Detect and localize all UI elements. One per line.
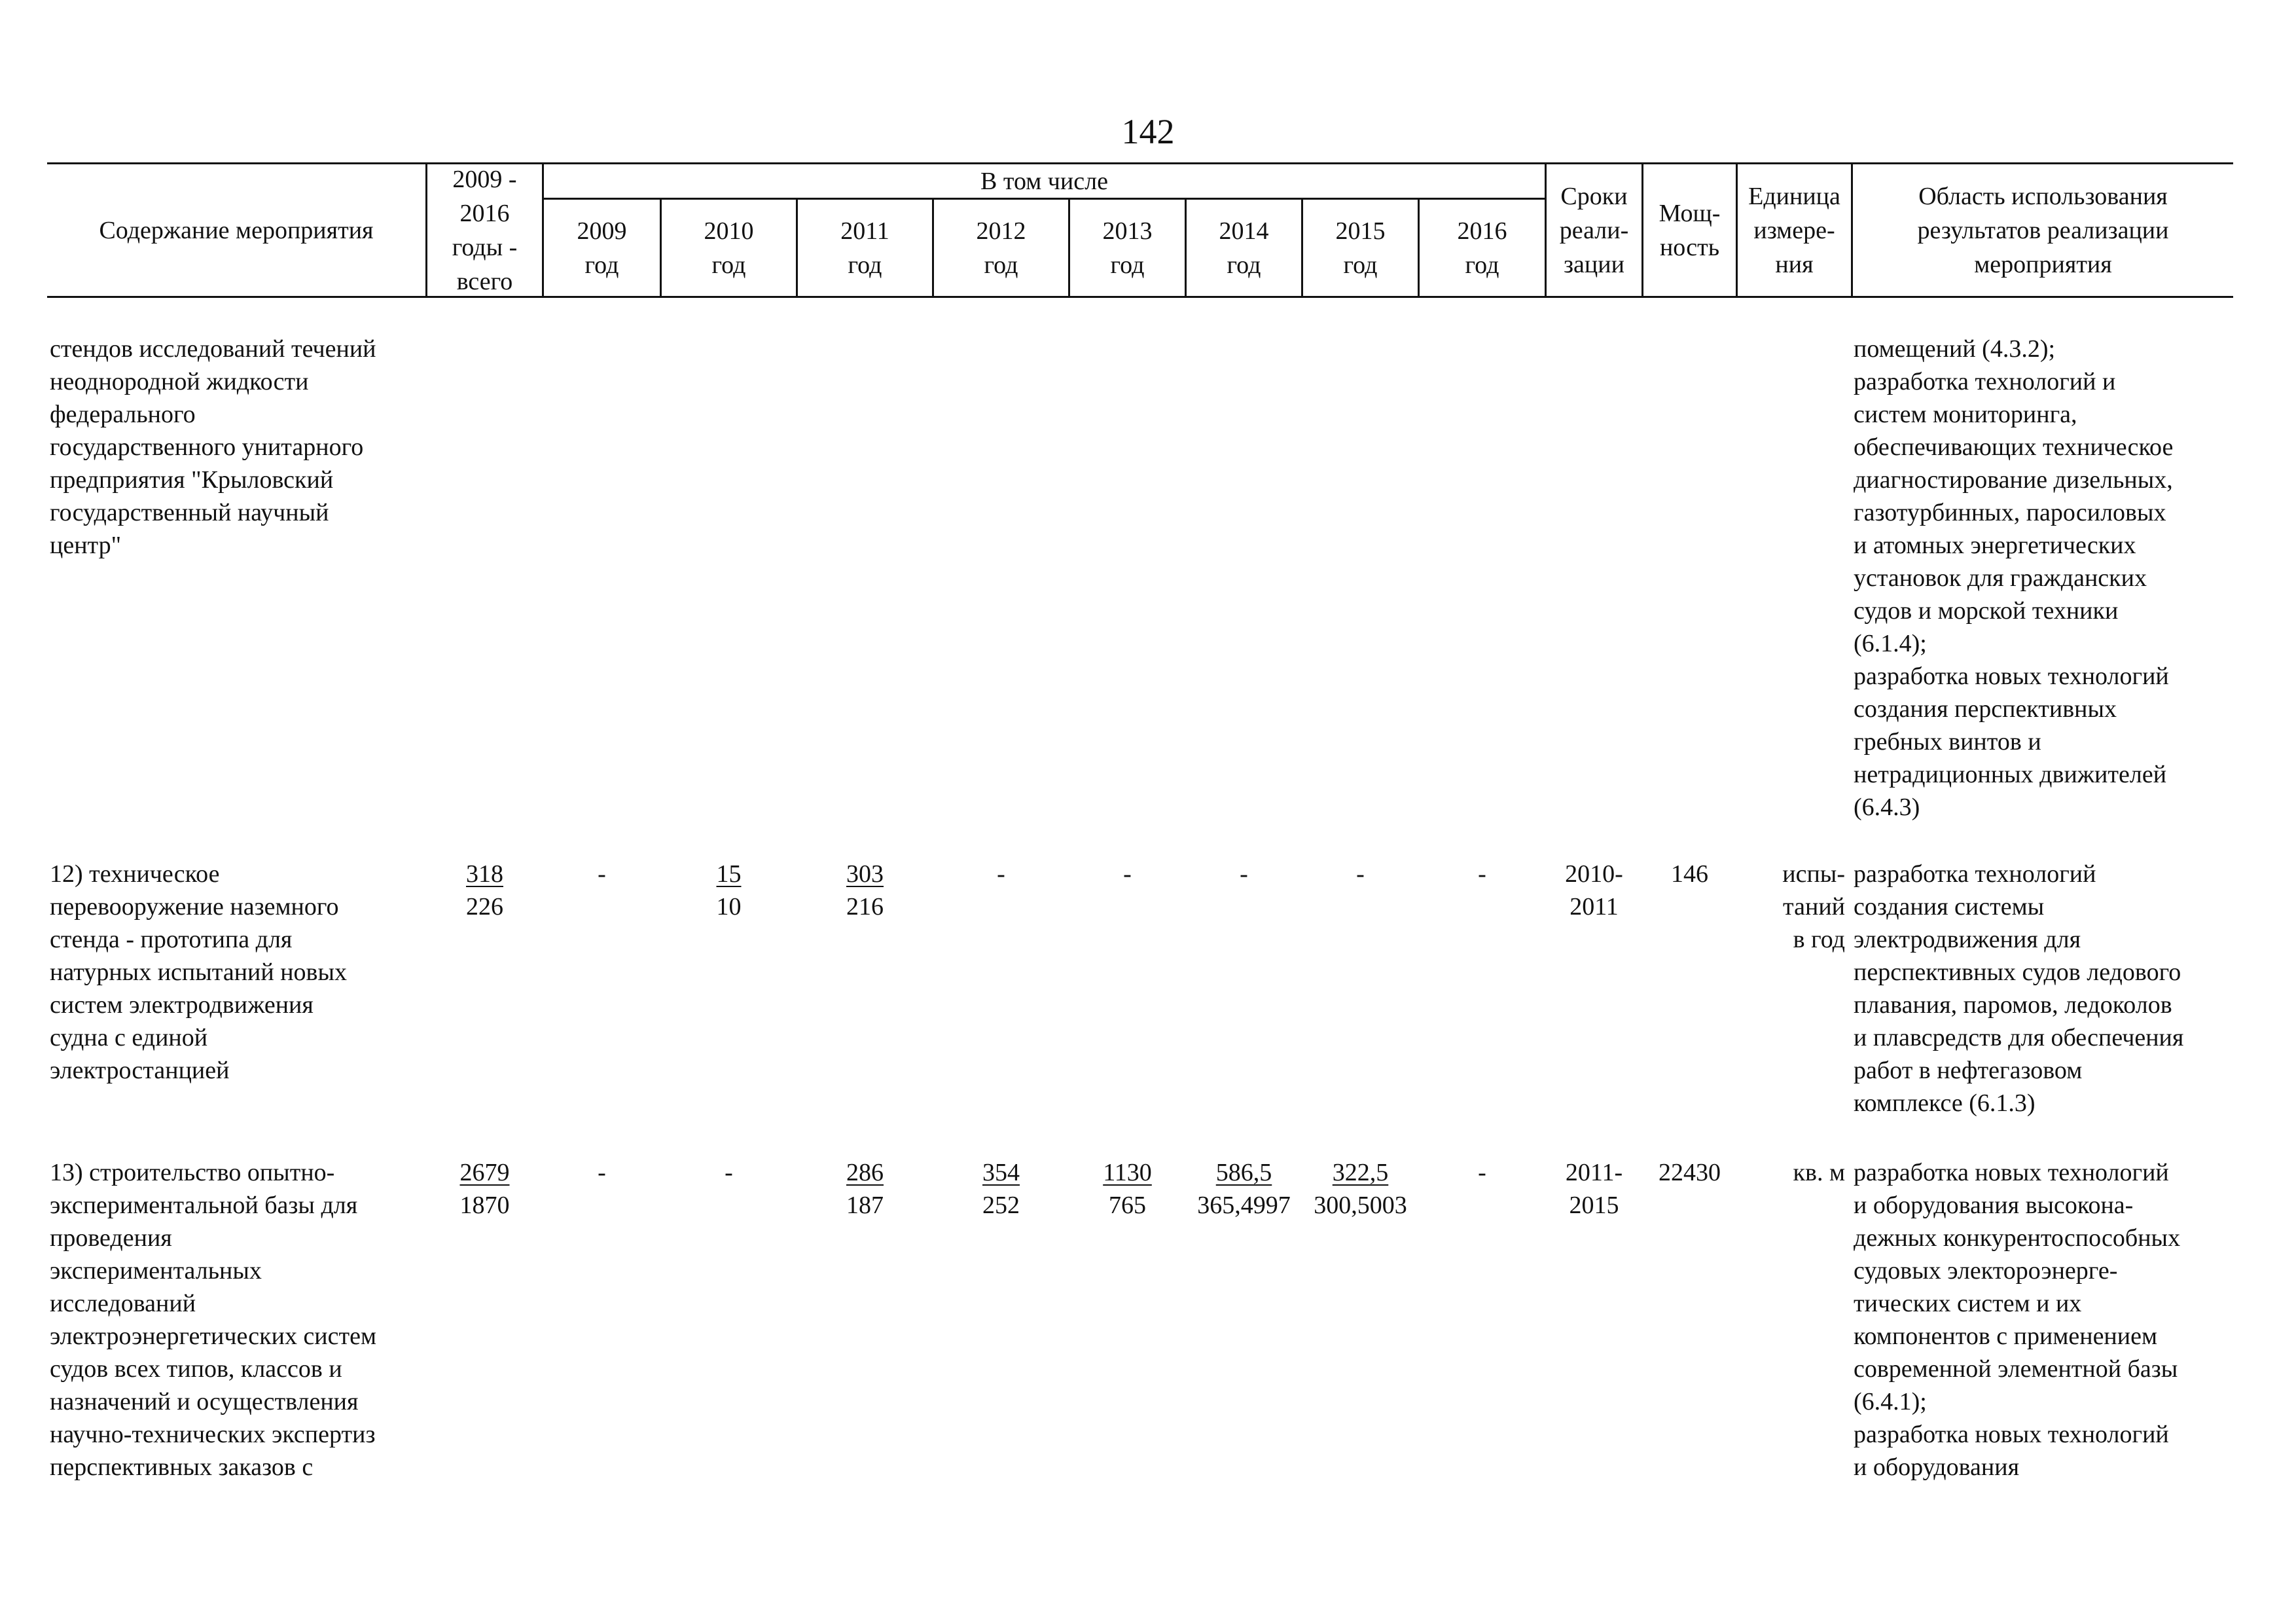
row-13-2014-den: 365,4997 bbox=[1197, 1192, 1291, 1219]
row-12-total-den: 226 bbox=[466, 893, 503, 921]
row-12-2011-den: 216 bbox=[846, 893, 884, 921]
row-13-2009-num: - bbox=[598, 1159, 606, 1186]
header-year-2009: 2009 год bbox=[577, 217, 627, 279]
page-number: 142 bbox=[1121, 112, 1175, 151]
row-13-total bbox=[427, 1156, 542, 1222]
header-terms: Сроки реали- зации bbox=[1559, 182, 1629, 278]
row-13-total-num: 2679 bbox=[459, 1159, 510, 1186]
row-12-unit: испы- таний в год bbox=[1782, 860, 1845, 953]
row-13-2012-num: 354 bbox=[982, 1159, 1020, 1186]
row-13-unit: кв. м bbox=[1793, 1159, 1845, 1186]
row-12-2011-num: 303 bbox=[846, 860, 884, 888]
header-year-2014: 2014 год bbox=[1219, 217, 1269, 279]
header-year-2013: 2013 год bbox=[1102, 217, 1153, 279]
row-13-total-den: 1870 bbox=[459, 1192, 510, 1219]
header-capacity: Мощ- ность bbox=[1659, 199, 1721, 261]
header-year-2015: 2015 год bbox=[1335, 217, 1386, 279]
row-12-total bbox=[427, 858, 542, 923]
row-12-2009-num: - bbox=[598, 860, 606, 888]
row-13-year-2013 bbox=[1070, 1156, 1185, 1222]
row-12-capacity: 146 bbox=[1671, 860, 1708, 888]
row-12-area: разработка технологий создания системы электродвижения для перспективных судов ледового плавания, паромов, ледоколов и плавсредств для обеспечения работ в нефтегазовом комплексе (6.1.3) bbox=[1854, 860, 2184, 1117]
row-12-2015-num: - bbox=[1356, 860, 1365, 888]
row-13-2015-num: 322,5 bbox=[1332, 1159, 1389, 1186]
row-12-2012-num: - bbox=[997, 860, 1005, 888]
row-13-2013-num: 1130 bbox=[1103, 1159, 1152, 1186]
row-12-content: 12) техническое перевооружение наземного стенда - прототипа для натурных испытаний новых систем электродвижения судна с единой электростанцией bbox=[50, 860, 348, 1084]
row-12-year-2011 bbox=[798, 858, 932, 923]
row-13-year-2015 bbox=[1303, 1156, 1418, 1222]
row-12-total-num: 318 bbox=[466, 860, 503, 888]
row-13-2016-num: - bbox=[1478, 1159, 1486, 1186]
row-12-2016-num: - bbox=[1478, 860, 1486, 888]
row-13-2012-den: 252 bbox=[982, 1192, 1020, 1219]
row-13-2013-den: 765 bbox=[1109, 1192, 1146, 1219]
row-12-year-2010 bbox=[662, 858, 796, 923]
row-12-2013-num: - bbox=[1123, 860, 1132, 888]
row-12-year-2016 bbox=[1420, 858, 1545, 890]
row-12-terms: 2010- 2011 bbox=[1565, 860, 1623, 921]
row-13-2014-num: 586,5 bbox=[1215, 1159, 1272, 1186]
row-12-2010-den: 10 bbox=[716, 893, 742, 921]
row-13-content: 13) строительство опытно- экспериментальной базы для проведения экспериментальных исследований электроэнергетических систем судов всех типов, классов и назначений и осуществления научно-технических экспертиз перспективных заказов с bbox=[50, 1159, 377, 1481]
row-12-2014-num: - bbox=[1240, 860, 1248, 888]
row-13-year-2016 bbox=[1420, 1156, 1545, 1189]
header-including: В том числе bbox=[980, 167, 1108, 195]
header-year-2012: 2012 год bbox=[976, 217, 1026, 279]
row-12-2010-num: 15 bbox=[716, 860, 742, 888]
header-content: Содержание мероприятия bbox=[99, 216, 374, 244]
row-13-terms: 2011- 2015 bbox=[1565, 1159, 1623, 1219]
row-13-year-2014 bbox=[1187, 1156, 1301, 1222]
row-13-year-2012 bbox=[934, 1156, 1068, 1222]
row-13-year-2011 bbox=[798, 1156, 932, 1222]
header-year-2016: 2016 год bbox=[1457, 217, 1507, 279]
row-13-2010-num: - bbox=[725, 1159, 733, 1186]
row-1-content: стендов исследований течений неоднородной жидкости федерального государственного унитарного предприятия "Крыловский государственный научный центр" bbox=[50, 335, 376, 559]
row-13-capacity: 22430 bbox=[1659, 1159, 1721, 1186]
header-total: 2009 - 2016 годы - всего bbox=[452, 165, 518, 295]
row-13-year-2009 bbox=[544, 1156, 660, 1189]
row-12-year-2013 bbox=[1070, 858, 1185, 890]
header-year-2011: 2011 год bbox=[840, 217, 889, 279]
row-12-year-2009 bbox=[544, 858, 660, 890]
row-13-area: разработка новых технологий и оборудования высокона- дежных конкурентоспособных судовых электороэнерге- тических систем и их компонентов с применением современной элементной базы (6.4.1); разработка новых технологий и оборудования bbox=[1854, 1159, 2181, 1481]
header-unit: Единица измере- ния bbox=[1748, 182, 1840, 278]
row-12-year-2012 bbox=[934, 858, 1068, 890]
row-13-2015-den: 300,5003 bbox=[1314, 1192, 1407, 1219]
header-year-2010: 2010 год bbox=[704, 217, 754, 279]
row-1-area: помещений (4.3.2); разработка технологий и систем мониторинга, обеспечивающих техническое диагностирование дизельных, газотурбинных, паросиловых и атомных энергетических установок для гражданских судов и морской техники (6.1.4); разработка новых технологий создания перспективных гребных винтов и нетрадиционных движителей (6.4.3) bbox=[1854, 335, 2174, 821]
row-13-2011-num: 286 bbox=[846, 1159, 884, 1186]
row-12-year-2014 bbox=[1187, 858, 1301, 890]
row-13-2011-den: 187 bbox=[846, 1192, 884, 1219]
header-area: Область использования результатов реализации мероприятия bbox=[1917, 182, 2169, 278]
row-13-year-2010 bbox=[662, 1156, 796, 1189]
row-12-year-2015 bbox=[1303, 858, 1418, 890]
